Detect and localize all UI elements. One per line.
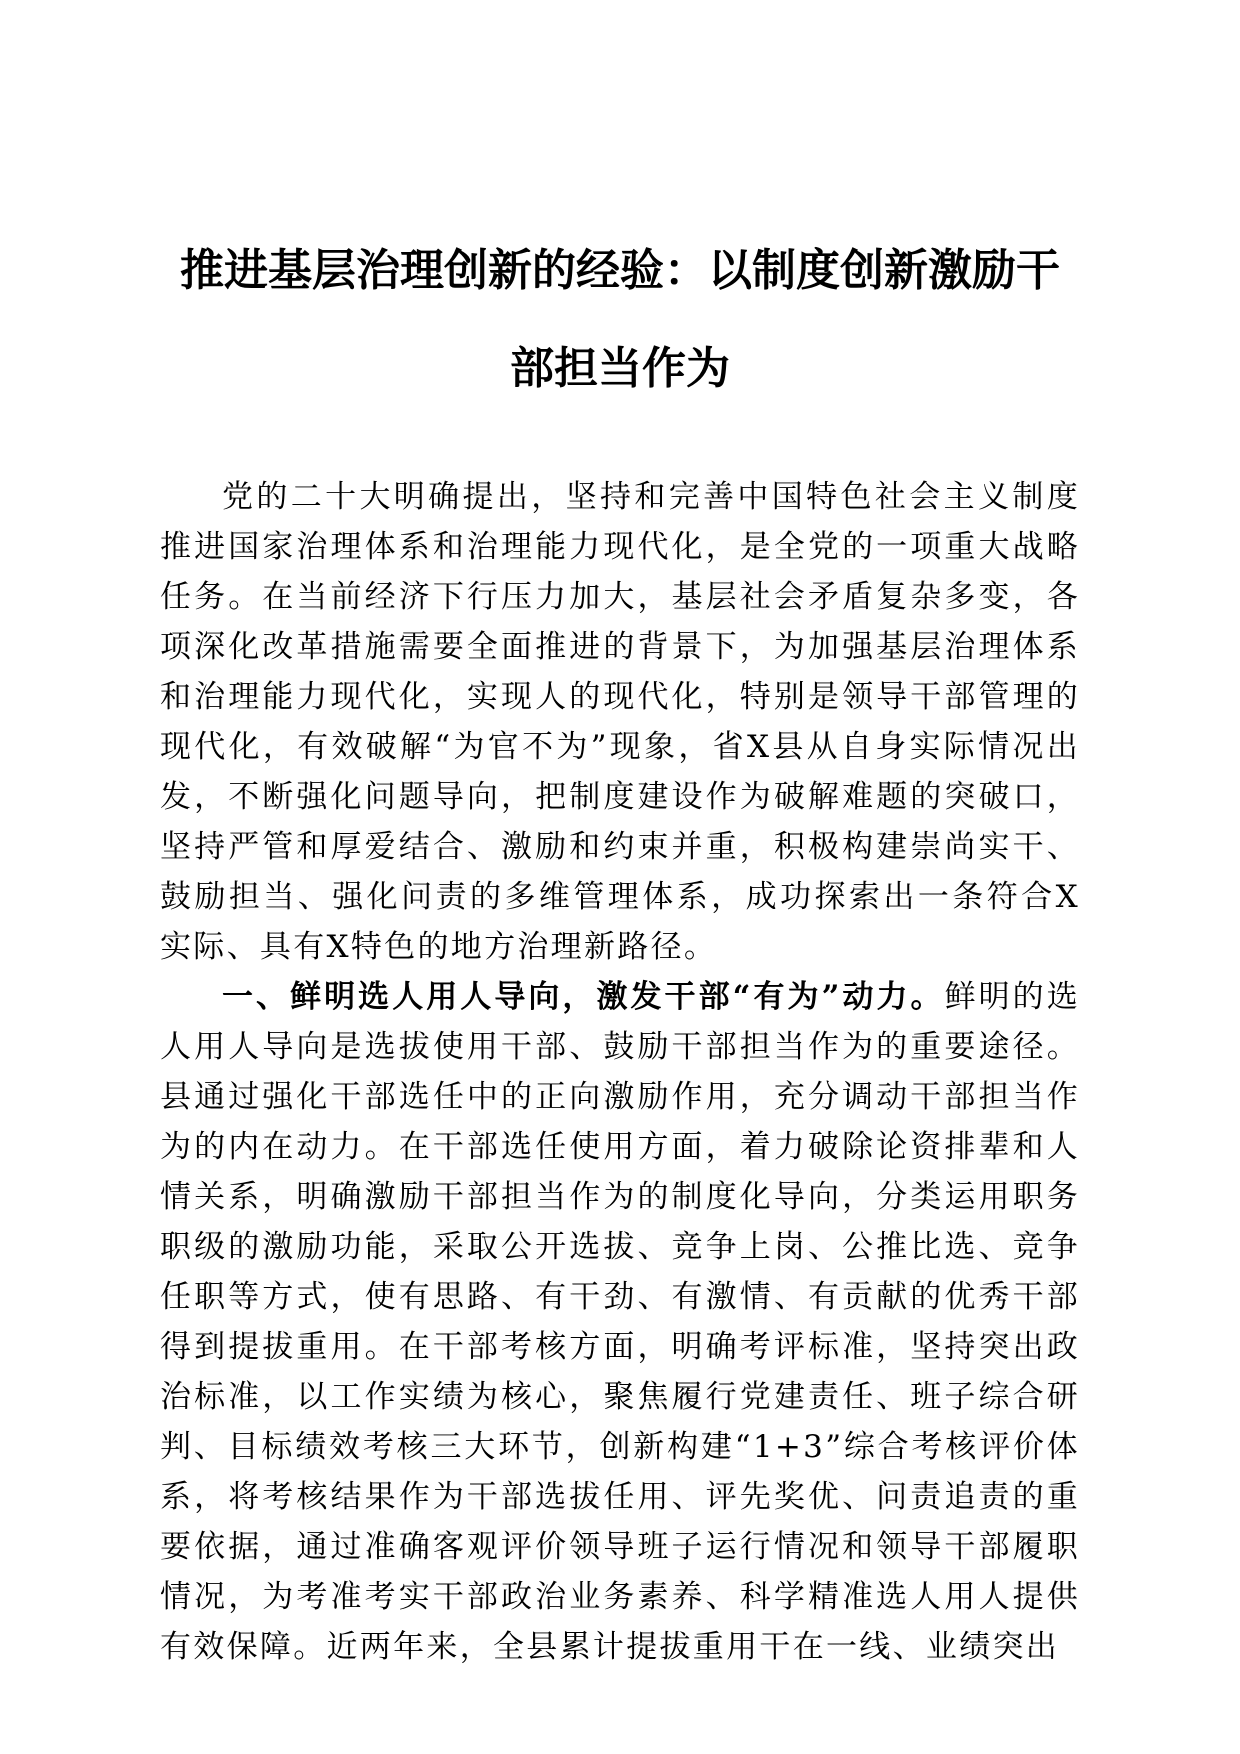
document-title (150, 222, 1090, 418)
paragraph-intro: 党的二十大明确提出，坚持和完善中国特色社会主义制度推进国家治理体系和治理能力现代化，是全党的一项重大战略任务。在当前经济下行压力加大，基层社会矛盾复杂多变，各项深化改革措施需要全面推进的背景下，为加强基层治理体系和治理能力现代化，实现人的现代化，特别是领导干部管理的现代化，有效破解“为官不为”现象，省X县从自身实际情况出发，不断强化问题导向，把制度建设作为破解难题的突破口，坚持严管和厚爱结合、激励和约束并重，积极构建崇尚实干、鼓励担当、强化问责的多维管理体系，成功探索出一条符合X实际、具有X特色的地方治理新路径。 (160, 479, 1080, 965)
document-body (160, 472, 1080, 1672)
title-line-1: 推进基层治理创新的经验：以制度创新激励干 (180, 245, 1060, 296)
paragraph-section-1 (160, 972, 1080, 1672)
section-1-body: 鲜明的选人用人导向是选拔使用干部、鼓励干部担当作为的重要途径。县通过强化干部选任中的正向激励作用，充分调动干部担当作为的内在动力。在干部选任使用方面，着力破除论资排辈和人情关系，明确激励干部担当作为的制度化导向，分类运用职务职级的激励功能，采取公开选拔、竞争上岗、公推比选、竞争任职等方式，使有思路、有干劲、有激情、有贡献的优秀干部得到提拔重用。在干部考核方面，明确考评标准，坚持突出政治标准，以工作实绩为核心，聚焦履行党建责任、班子综合研判、目标绩效考核三大环节，创新构建“1+3”综合考核评价体系，将考核结果作为干部选拔任用、评先奖优、问责追责的重要依据，通过准确客观评价领导班子运行情况和领导干部履职情况，为考准考实干部政治业务素养、科学精准选人用人提供有效保障。近两年来，全县累计提拔重用干在一线、业绩突出 (160, 979, 1081, 1665)
section-1-heading: 一、鲜明选人用人导向，激发干部“有为”动力。 (222, 979, 945, 1015)
title-line-2: 部担当作为 (510, 343, 730, 394)
